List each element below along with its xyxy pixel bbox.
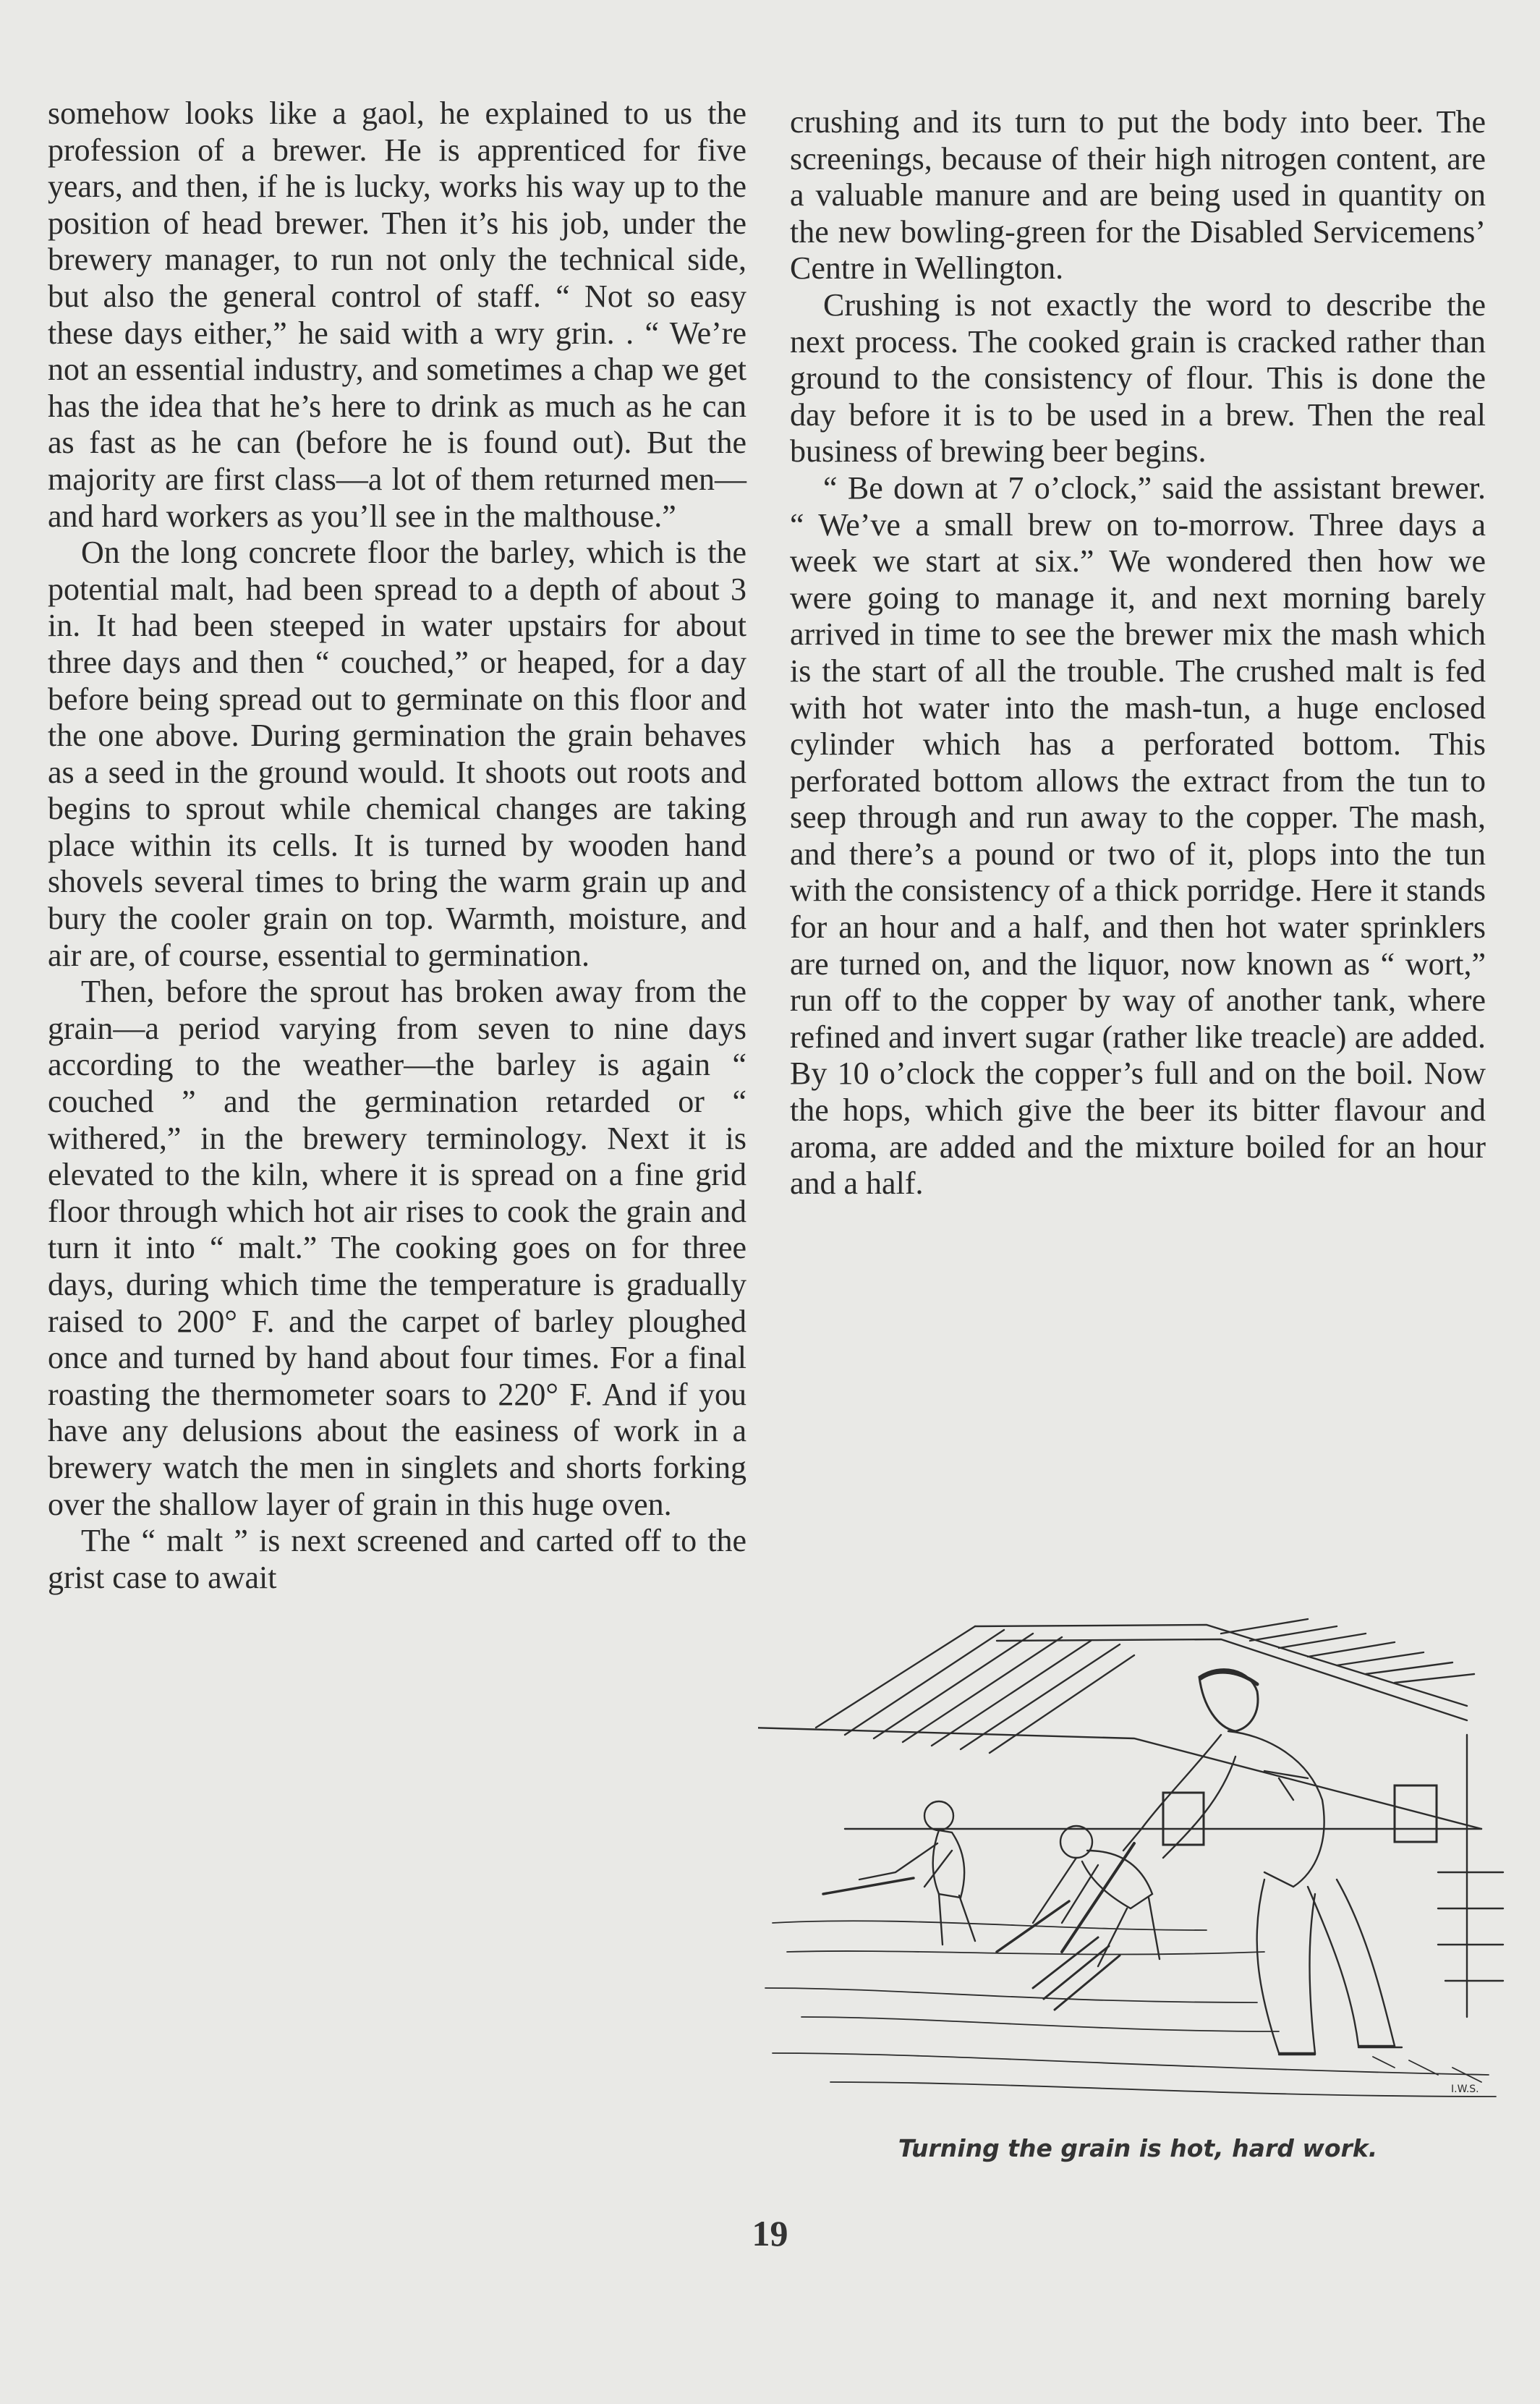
left-column — [48, 95, 746, 1596]
paragraph: “ Be down at 7 o’clock,” said the assistant brewer. “ We’ve a small brew on to-morrow. Three days a week we start at six.” We wondered then how we were going to manage it, and next morning barely arrived in time to see the brewer mix the mash which is the start of all the trouble. The crushed malt is fed with hot water into the mash-tun, a huge enclosed cylinder which has a perforated bottom. This perforated bottom allows the extract from the tun to seep through and run away to the copper. The mash, and there’s a pound or two of it, plops into the tun with the consistency of a thick porridge. Here it stands for an hour and a half, and then hot water sprinklers are turned on, and the liquor, now known as “ wort,” run off to the copper by way of another tank, where refined and invert sugar (rather like treacle) are added. By 10 o’clock the copper’s full and on the boil. Now the hops, which give the beer its bitter flavour and aroma, are added and the mixture boiled for an hour and a half. — [790, 470, 1486, 1202]
right-column — [790, 104, 1486, 1202]
paragraph: Crushing is not exactly the word to describe the next process. The cooked grain is cracked rather than ground to the consistency of flour. This is done the day before it is to be used in a brew. Then the real business of brewing beer begins. — [790, 286, 1486, 470]
paragraph: On the long concrete floor the barley, which is the potential malt, had been spread to a depth of about 3 in. It had been steeped in water upstairs for about three days and then “ couched,” or heaped, for a day before being spread out to germinate on this floor and the one above. During germination the grain behaves as a seed in the ground would. It shoots out roots and begins to sprout while chemical changes are taking place within its cells. It is turned by wooden hand shovels several times to bring the warm grain up and bury the cooler grain on top. Warmth, moisture, and air are, of course, essential to germination. — [48, 535, 746, 973]
grain-floor — [765, 1921, 1496, 2097]
paragraph: crushing and its turn to put the body into beer. The screenings, because of their high nitrogen content, are a valuable manure and are being used in quantity on the new bowling-green for the Disabled Servicemens’ Centre in Wellington. — [790, 104, 1486, 286]
illustrator-signature: I.W.S. — [1451, 2084, 1479, 2095]
wall-and-windows — [845, 1735, 1503, 2017]
figure-caption: Turning the grain is hot, hard work. — [898, 2134, 1378, 2162]
roof-hatching — [758, 1619, 1481, 1829]
page-number: 19 — [752, 2213, 788, 2254]
paragraph: somehow looks like a gaol, he explained to us the profession of a brewer. He is apprenticed for five years, and then, if he is lucky, works his way up to the position of head brewer. Then it’s his job, under the brewery manager, to run not only the technical side, but also the general control of staff. “ Not so easy these days either,” he said with a wry grin. . “ We’re not an essential industry, and sometimes a chap we get has the idea that he’s here to drink as much as he can as fast as he can (before he is found out). But the majority are first class—a lot of them returned men—and hard workers as you’ll see in the malthouse.” — [48, 95, 746, 534]
worker-middle — [997, 1826, 1160, 1966]
paragraph: Then, before the sprout has broken away from the grain—a period varying from seven to nine days according to the weather—the barley is again “ couched ” and the germination retarded or “ withered,” in the brewery terminology. Next it is elevated to the kiln, where it is spread on a fine grid floor through which hot air rises to cook the grain and turn it into “ malt.” The cooking goes on for three days, during which time the temperature is gradually raised to 200° F. and the carpet of barley ploughed once and turned by hand about four times. For a final roasting the thermometer soars to 220° F. And if you have any delusions about the easiness of work in a brewery watch the men in singlets and shorts forking over the shallow layer of grain in this huge oven. — [48, 974, 746, 1522]
paragraph: The “ malt ” is next screened and carted off to the grist case to await — [48, 1523, 746, 1595]
worker-right — [1033, 1670, 1402, 2055]
illustration-workers-turning-grain — [758, 1612, 1505, 2133]
